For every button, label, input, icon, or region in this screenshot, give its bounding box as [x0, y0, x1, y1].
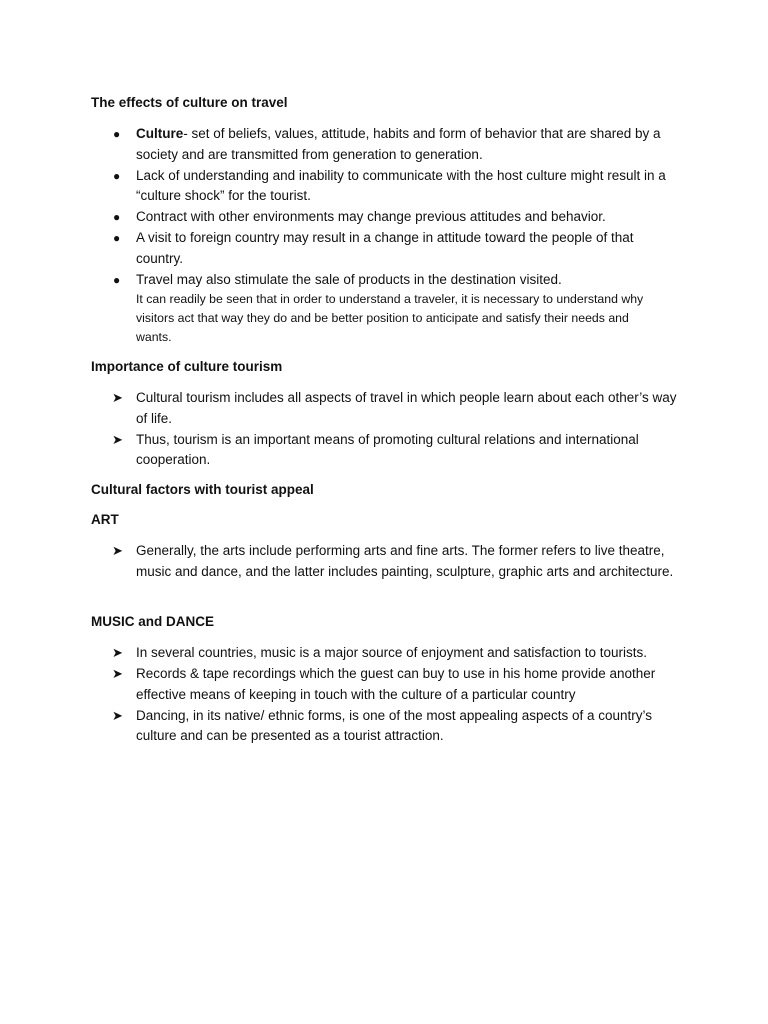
heading-importance-of-culture-tourism: Importance of culture tourism [91, 359, 283, 374]
list-item [0, 207, 681, 228]
list-item [0, 664, 681, 705]
list-item [0, 228, 681, 269]
list-item [0, 706, 681, 747]
list-item-text: Thus, tourism is an important means of promoting cultural relations and international cooperation. [136, 431, 639, 467]
list-item-text: Travel may also stimulate the sale of products in the destination visited. [136, 271, 562, 287]
list-item-text: Lack of understanding and inability to communicate with the host culture might result in a “culture shock” for the tourist. [136, 167, 666, 203]
list-item-text: Contract with other environments may change previous attitudes and behavior. [136, 209, 606, 224]
list-item-text: A visit to foreign country may result in a change in attitude toward the people of that country. [136, 230, 634, 266]
list-item [0, 541, 681, 582]
list-item [0, 124, 681, 165]
list-item-text: Dancing, in its native/ ethnic forms, is one of the most appealing aspects of a country’s culture and can be presented as a tourist attraction. [136, 707, 653, 743]
bullet-icon: ● [113, 272, 121, 287]
list-item [0, 430, 681, 471]
arrow-bullet-icon: ➤ [112, 543, 123, 558]
bullet-icon: ● [113, 168, 121, 183]
list-item [0, 643, 681, 664]
importance-list [0, 388, 681, 471]
heading-cultural-factors: Cultural factors with tourist appeal [91, 482, 314, 497]
heading-art: ART [91, 512, 119, 527]
music-dance-list [0, 643, 681, 747]
list-item-note: It can readily be seen that in order to understand a traveler, it is necessary to understand why visitors act that way they do and be better position to anticipate and satisfy their needs and wants. [136, 292, 644, 344]
arrow-bullet-icon: ➤ [112, 431, 123, 447]
bullet-icon: ● [113, 127, 121, 141]
list-item-text: Generally, the arts include performing arts and fine arts. The former refers to live theatre, music and dance, and the latter includes painting, sculpture, graphic arts and architecture. [136, 543, 674, 579]
list-item-text: Records & tape recordings which the guest can buy to use in his home provide another effective means of keeping in touch with the culture of a particular country [136, 666, 656, 702]
list-item [0, 166, 681, 207]
effects-list [0, 124, 681, 348]
culture-term: Culture [136, 126, 184, 141]
list-item [0, 388, 681, 429]
arrow-bullet-icon: ➤ [112, 645, 123, 660]
bullet-icon: ● [113, 210, 121, 224]
list-item [0, 270, 681, 348]
arrow-bullet-icon: ➤ [112, 707, 123, 723]
culture-definition: - set of beliefs, values, attitude, habits and form of behavior that are shared by a society and are transmitted from generation to generation. [136, 126, 661, 162]
art-list [0, 541, 681, 583]
list-item-text: Cultural tourism includes all aspects of travel in which people learn about each other’s way of life. [136, 390, 677, 426]
list-item-text: In several countries, music is a major source of enjoyment and satisfaction to tourists. [136, 645, 647, 660]
arrow-bullet-icon: ➤ [112, 390, 123, 405]
heading-music-and-dance: MUSIC and DANCE [91, 614, 215, 629]
arrow-bullet-icon: ➤ [112, 666, 123, 681]
bullet-icon: ● [113, 231, 121, 245]
heading-effects-of-culture: The effects of culture on travel [91, 95, 288, 110]
